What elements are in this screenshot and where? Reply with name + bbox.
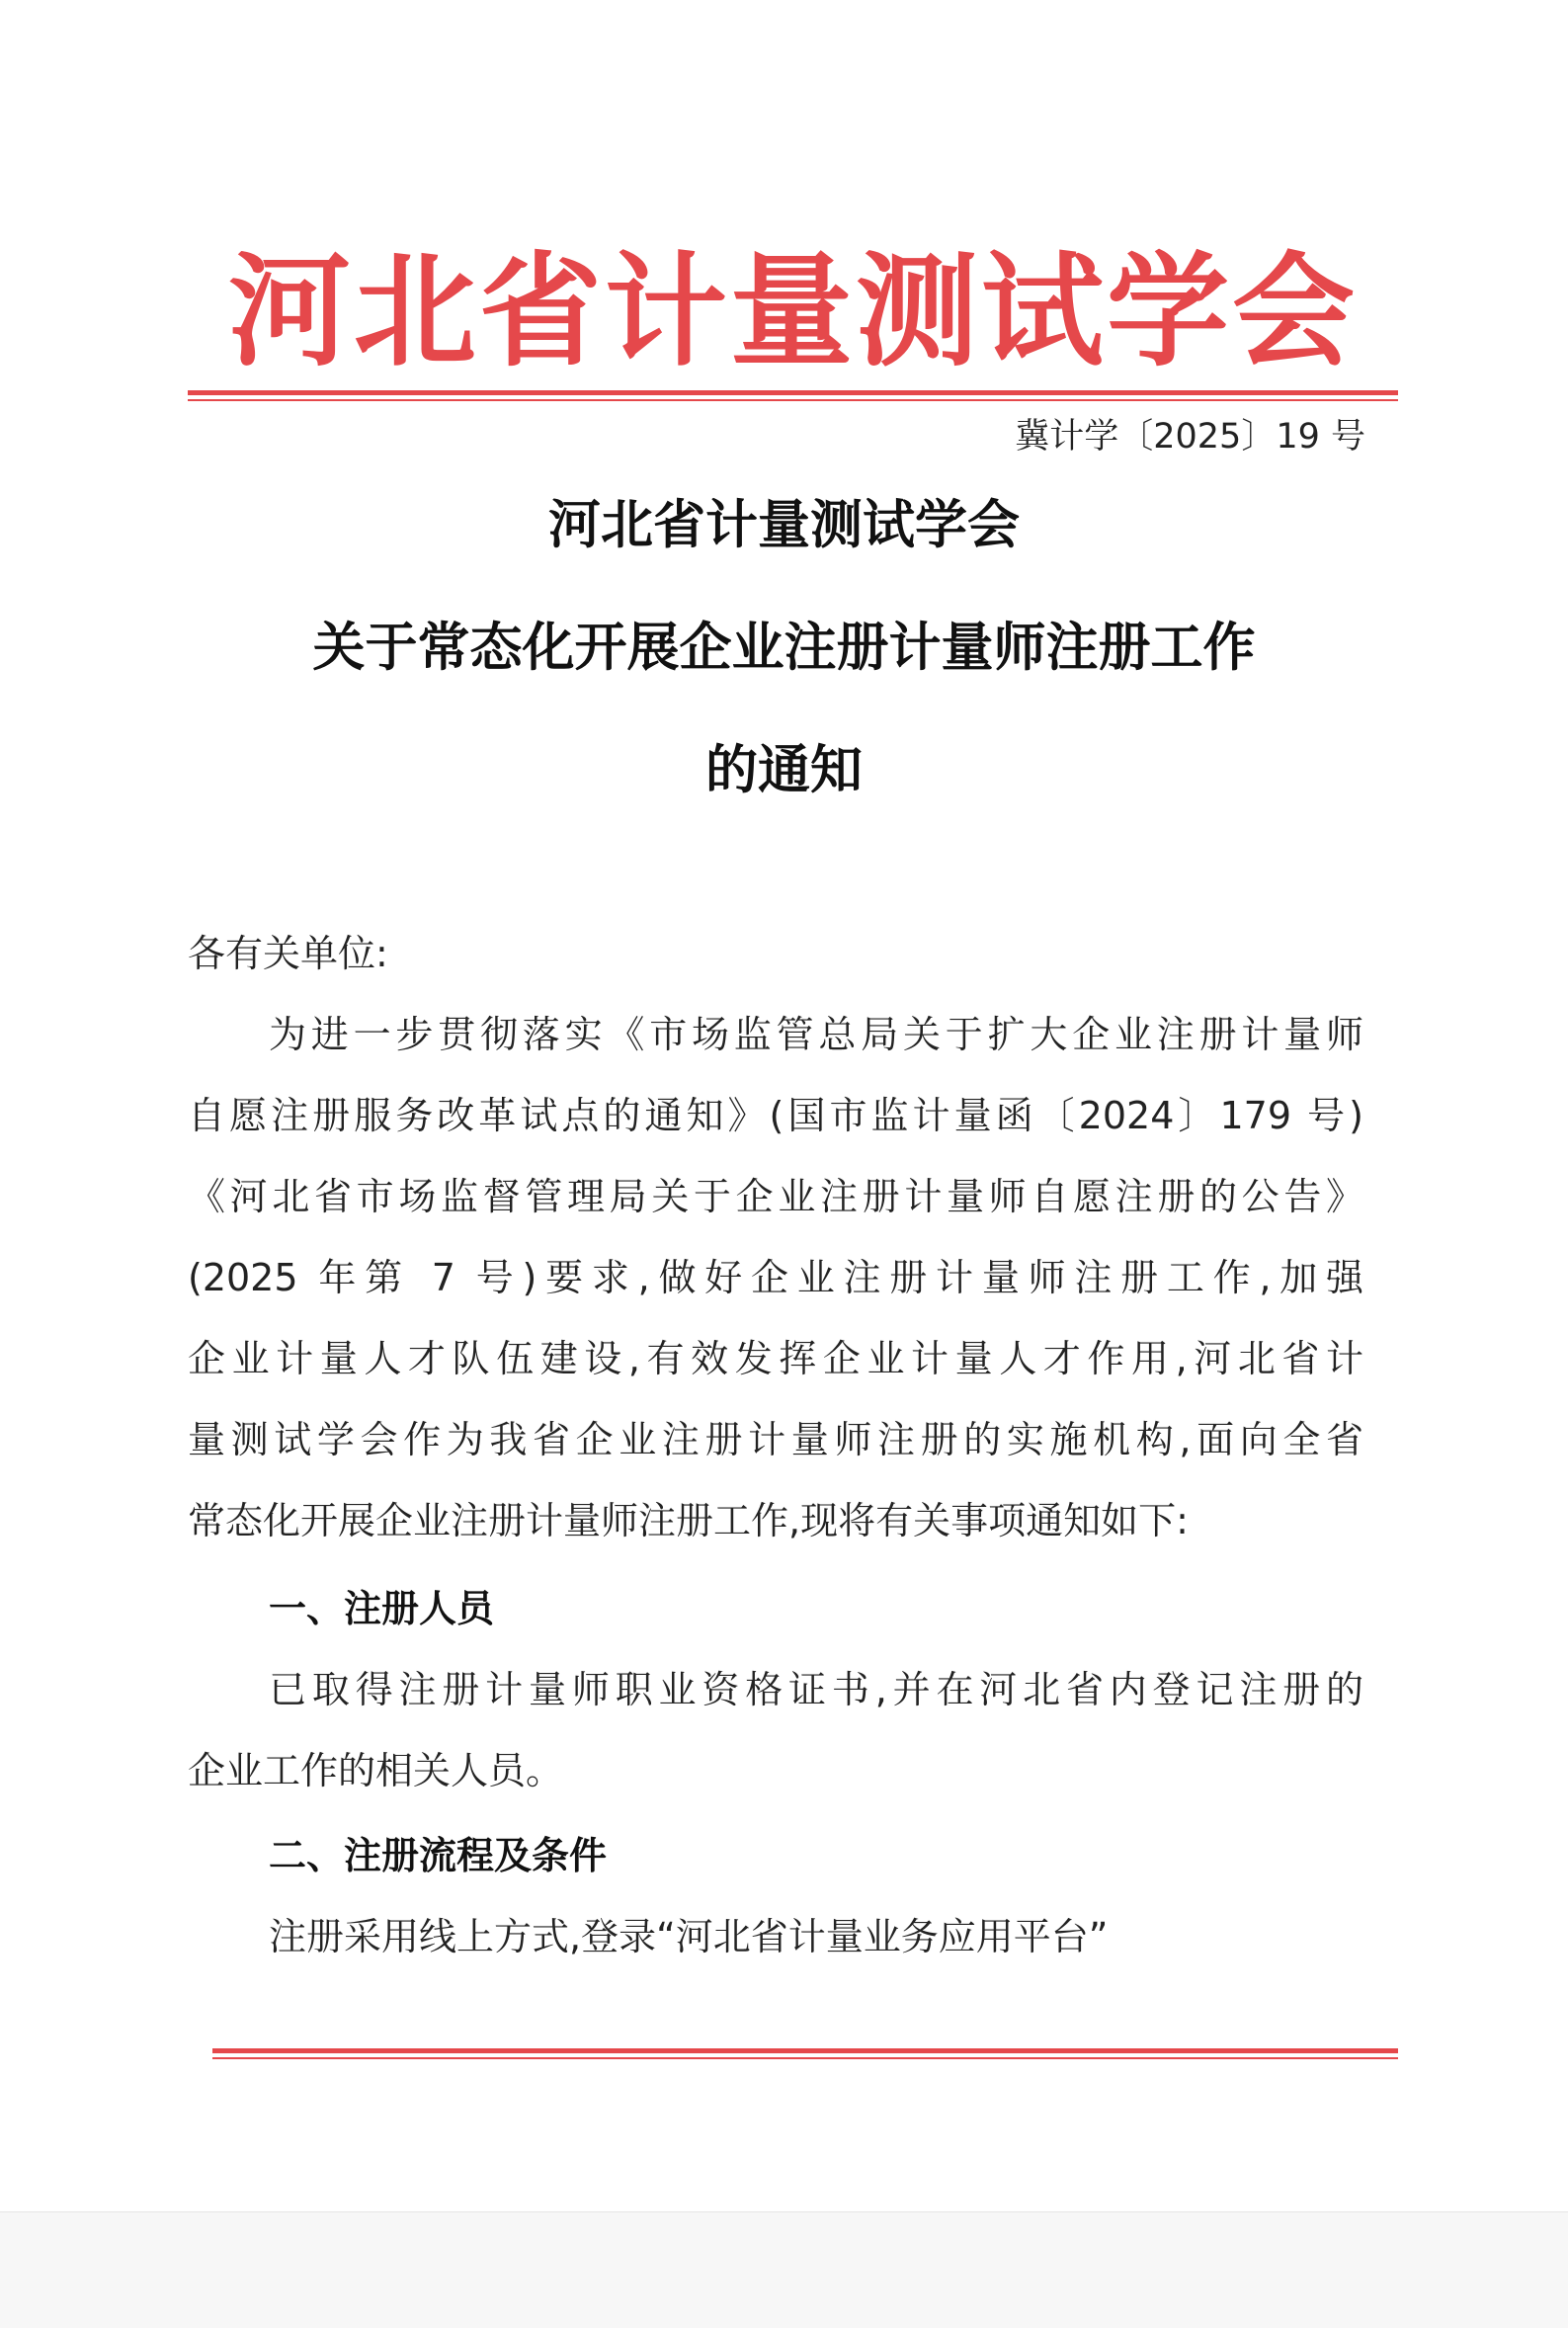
title-line-3: 的通知: [705, 740, 863, 800]
footer-divider-thick: [212, 2048, 1398, 2053]
section-2-heading: 二、注册流程及条件: [269, 1834, 608, 1877]
viewer-bottom-margin: [0, 2211, 1568, 2328]
section-1-paragraph: [188, 1649, 1363, 1811]
paragraph-line: 企业工作的相关人员。: [188, 1749, 564, 1792]
section-2-paragraph: [188, 1896, 1363, 1977]
footer-divider-thin: [212, 2057, 1398, 2059]
paragraph-line: 《河北省市场监督管理局关于企业注册计量师自愿注册的公告》: [188, 1175, 1363, 1218]
salutation: 各有关单位:: [188, 932, 388, 975]
intro-paragraph: [188, 994, 1363, 1561]
paragraph-line: 注册采用线上方式,登录“河北省计量业务应用平台”: [269, 1915, 1109, 1958]
paragraph-line: 常态化开展企业注册计量师注册工作,现将有关事项通知如下:: [188, 1499, 1189, 1542]
paragraph-line: 量测试学会作为我省企业注册计量师注册的实施机构,面向全省: [188, 1418, 1363, 1461]
paragraph-line: 为进一步贯彻落实《市场监管总局关于扩大企业注册计量师: [269, 1013, 1363, 1056]
document-number: 冀计学〔2025〕19 号: [1015, 417, 1365, 457]
paragraph-line: 自愿注册服务改革试点的通知》(国市监计量函〔2024〕179 号): [188, 1094, 1363, 1137]
paragraph-line: 企业计量人才队伍建设,有效发挥企业计量人才作用,河北省计: [188, 1337, 1363, 1380]
section-1-heading: 一、注册人员: [269, 1587, 495, 1630]
letterhead-divider-thin: [188, 399, 1398, 401]
letterhead-org-name: 河北省计量测试学会: [227, 240, 1358, 383]
paragraph-line: (2025 年第 7 号)要求,做好企业注册计量师注册工作,加强: [188, 1256, 1363, 1299]
letterhead-divider-thick: [188, 390, 1398, 395]
paragraph-line: 已取得注册计量师职业资格证书,并在河北省内登记注册的: [269, 1668, 1363, 1711]
title-line-1: 河北省计量测试学会: [548, 495, 1020, 555]
title-line-2: 关于常态化开展企业注册计量师注册工作: [312, 618, 1256, 678]
